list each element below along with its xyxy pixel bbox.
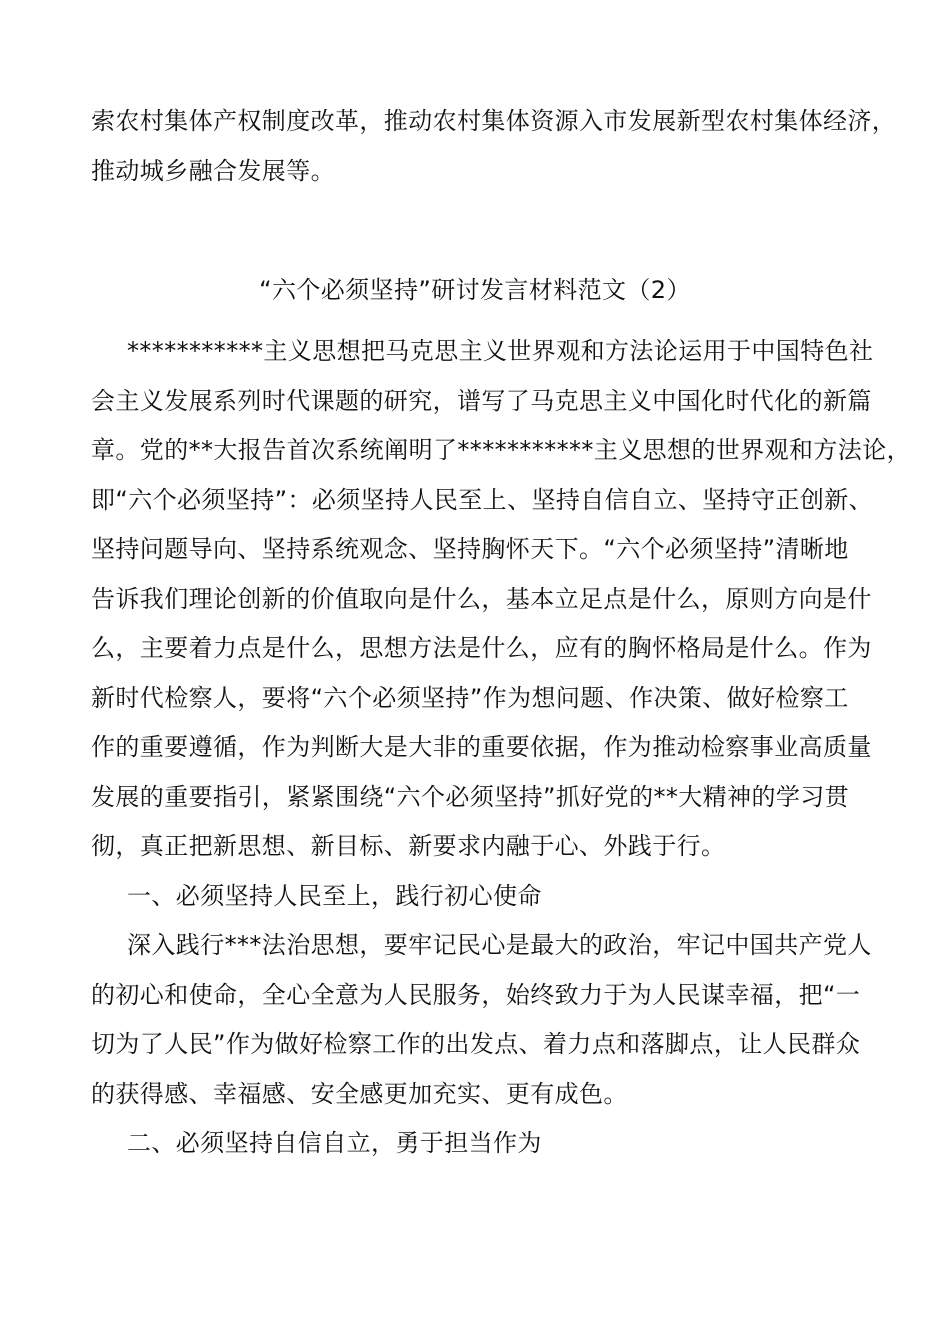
continuation-line-1: 索农村集体产权制度改革，推动农村集体资源入市发展新型农村集体经济，: [91, 107, 897, 135]
intro-line-7: 么，主要着力点是什么，思想方法是什么，应有的胸怀格局是什么。作为: [91, 634, 872, 662]
intro-line-11: 彻，真正把新思想、新目标、新要求内融于心、外践于行。: [91, 832, 726, 860]
section1-line-2: 的初心和使命，全心全意为人民服务，始终致力于为人民谋幸福，把“一: [91, 981, 861, 1009]
continuation-line-2: 推动城乡融合发展等。: [91, 157, 335, 185]
intro-line-6: 告诉我们理论创新的价值取向是什么，基本立足点是什么，原则方向是什: [91, 585, 872, 613]
intro-line-4: 即“六个必须坚持”：必须坚持人民至上、坚持自信自立、坚持守正创新、: [91, 486, 874, 514]
section-heading-1: 一、必须坚持人民至上，践行初心使命: [127, 882, 542, 910]
intro-line-3: 章。党的**大报告首次系统阐明了***********主义思想的世界观和方法论，: [91, 436, 911, 464]
section1-line-4: 的获得感、幸福感、安全感更加充实、更有成色。: [91, 1080, 628, 1108]
intro-line-8: 新时代检察人，要将“六个必须坚持”作为想问题、作决策、做好检察工: [91, 684, 849, 712]
intro-line-10: 发展的重要指引，紧紧围绕“六个必须坚持”抓好党的**大精神的学习贯: [91, 783, 850, 811]
intro-line-5: 坚持问题导向、坚持系统观念、坚持胸怀天下。“六个必须坚持”清晰地: [91, 535, 849, 563]
section1-line-3: 切为了人民”作为做好检察工作的出发点、着力点和落脚点，让人民群众: [91, 1030, 861, 1058]
intro-line-2: 会主义发展系列时代课题的研究，谱写了马克思主义中国化时代化的新篇: [91, 387, 872, 415]
section-heading-2: 二、必须坚持自信自立，勇于担当作为: [127, 1129, 542, 1157]
intro-line-9: 作的重要遵循，作为判断大是大非的重要依据，作为推动检察事业高质量: [91, 733, 872, 761]
section1-line-1: 深入践行***法治思想，要牢记民心是最大的政治，牢记中国共产党人: [127, 931, 872, 959]
document-title: “六个必须坚持”研讨发言材料范文（2）: [259, 276, 691, 304]
intro-line-1: ***********主义思想把马克思主义世界观和方法论运用于中国特色社: [127, 337, 874, 365]
